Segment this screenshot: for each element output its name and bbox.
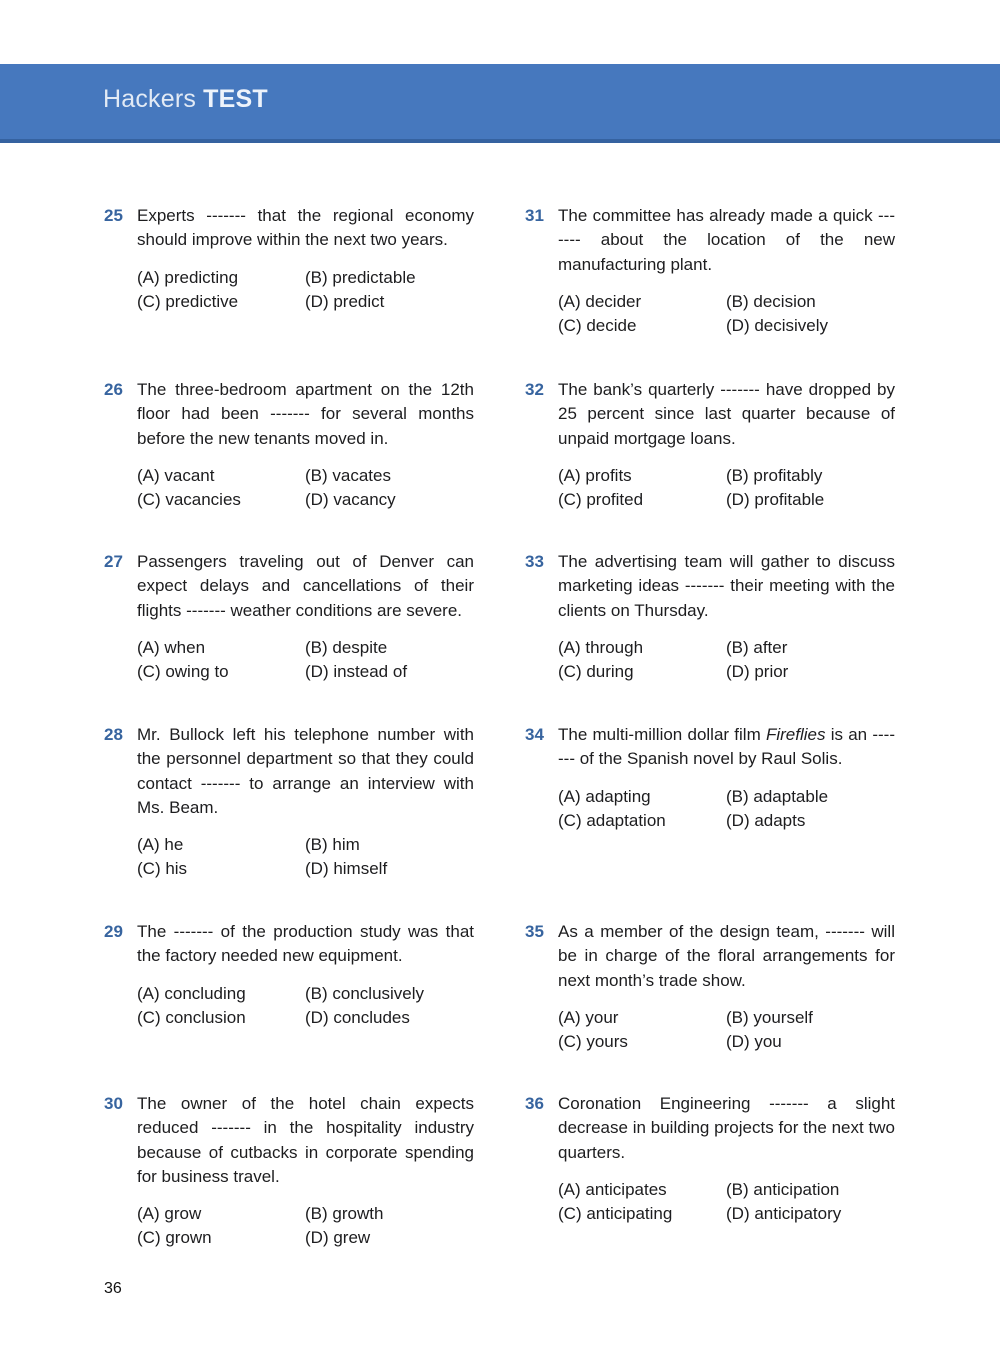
question-block (525, 204, 897, 338)
answer-option-d: (D) predict (305, 291, 385, 311)
question-block (104, 550, 476, 684)
question-block (104, 920, 476, 1030)
answer-options (558, 1178, 895, 1227)
answer-option-d: (D) decisively (726, 316, 829, 336)
answer-options (137, 1202, 474, 1251)
answer-option-d: (D) anticipatory (726, 1204, 842, 1224)
answer-option-a: (A) he (137, 835, 184, 855)
question-stem: The advertising team will gather to discuss marketing ideas ------- their meeting with the clients on Thursday. (558, 552, 895, 620)
answer-options (137, 464, 474, 513)
question-stem: The multi-million dollar film Fireflies is an ------- of the Spanish novel by Raul Solis. (558, 725, 896, 769)
header-brand-text: Hackers (103, 85, 197, 113)
answer-options (558, 1006, 895, 1055)
answer-option-a: (A) predicting (137, 267, 239, 287)
answer-options (137, 833, 474, 882)
header-section-text: TEST (203, 85, 268, 113)
answer-option-c: (C) decide (558, 316, 637, 336)
answer-options (558, 464, 895, 513)
answer-option-b: (B) despite (305, 637, 388, 657)
answer-options (558, 636, 895, 685)
questions-column-right (525, 0, 897, 1369)
answer-options (137, 636, 474, 685)
answer-option-a: (A) through (558, 637, 644, 657)
question-stem: The bank’s quarterly ------- have dropped by 25 percent since last quarter because of unpaid mortgage loans. (558, 380, 895, 448)
answer-option-c: (C) profited (558, 490, 644, 510)
answer-option-c: (C) yours (558, 1032, 628, 1052)
answer-option-d: (D) prior (726, 662, 789, 682)
question-number: 35 (525, 922, 544, 941)
answer-option-d: (D) himself (305, 859, 388, 879)
answer-option-c: (C) his (137, 859, 188, 879)
question-body (558, 920, 895, 1054)
question-block (104, 378, 476, 512)
answer-option-a: (A) your (558, 1007, 619, 1027)
question-block (104, 1092, 476, 1251)
question-body (558, 723, 895, 833)
answer-option-b: (B) conclusively (305, 983, 425, 1003)
question-block (525, 1092, 897, 1226)
answer-option-a: (A) concluding (137, 983, 246, 1003)
answer-option-b: (B) adaptable (726, 786, 829, 806)
answer-option-d: (D) adapts (726, 810, 806, 830)
question-body (558, 378, 895, 512)
question-block (525, 550, 897, 684)
question-number: 34 (525, 725, 544, 744)
question-number: 31 (525, 206, 544, 225)
question-stem: The three-bedroom apartment on the 12th floor had been ------- for several months before the new tenants moved in. (137, 380, 474, 448)
question-stem: As a member of the design team, ------- will be in charge of the floral arrangements for next month’s trade show. (558, 922, 895, 990)
answer-option-c: (C) vacancies (137, 490, 241, 510)
answer-option-b: (B) vacates (305, 465, 391, 485)
question-block (525, 920, 897, 1054)
answer-option-b: (B) profitably (726, 465, 823, 485)
question-number: 28 (104, 725, 123, 744)
answer-option-b: (B) growth (305, 1204, 384, 1224)
answer-option-b: (B) anticipation (726, 1179, 840, 1199)
question-body (558, 204, 895, 338)
answer-options (137, 266, 474, 315)
answer-option-a: (A) grow (137, 1204, 202, 1224)
answer-option-b: (B) decision (726, 291, 816, 311)
question-block (525, 378, 897, 512)
answer-options (137, 982, 474, 1031)
answer-options (558, 785, 895, 834)
answer-option-a: (A) profits (558, 465, 632, 485)
question-number: 36 (525, 1094, 544, 1113)
question-stem: Coronation Engineering ------- a slight decrease in building projects for the next two quarters. (558, 1094, 895, 1162)
question-number: 29 (104, 922, 123, 941)
answer-option-c: (C) grown (137, 1228, 212, 1248)
question-stem: Mr. Bullock left his telephone number with the personnel department so that they could contact ------- to arrange an interview with Ms. Beam. (137, 725, 474, 817)
answer-option-d: (D) instead of (305, 662, 408, 682)
question-stem: The ------- of the production study was that the factory needed new equipment. (137, 922, 474, 966)
answer-option-c: (C) owing to (137, 662, 229, 682)
question-stem: Passengers traveling out of Denver can expect delays and cancellations of their flights ------- weather conditions are severe. (137, 552, 474, 620)
question-body (137, 204, 474, 314)
question-stem: The owner of the hotel chain expects reduced ------- in the hospitality industry because of cutbacks in corporate spending for business travel. (137, 1094, 474, 1186)
answer-option-a: (A) decider (558, 291, 642, 311)
question-number: 30 (104, 1094, 123, 1113)
answer-option-c: (C) conclusion (137, 1007, 246, 1027)
question-body (137, 550, 474, 684)
question-stem: The committee has already made a quick ------- about the location of the new manufacturing plant. (558, 206, 895, 274)
answer-option-a: (A) when (137, 637, 206, 657)
question-block (104, 723, 476, 882)
question-body (137, 378, 474, 512)
question-body (137, 1092, 474, 1251)
question-stem: Experts ------- that the regional economy should improve within the next two years. (137, 206, 474, 250)
question-number: 33 (525, 552, 544, 571)
question-body (137, 723, 474, 882)
question-block (104, 204, 476, 314)
answer-option-c: (C) during (558, 662, 634, 682)
answer-option-d: (D) you (726, 1032, 782, 1052)
answer-option-d: (D) grew (305, 1228, 371, 1248)
answer-option-d: (D) profitable (726, 490, 825, 510)
answer-option-c: (C) predictive (137, 291, 239, 311)
answer-option-a: (A) vacant (137, 465, 215, 485)
question-number: 27 (104, 552, 123, 571)
question-block (525, 723, 897, 833)
answer-option-c: (C) anticipating (558, 1204, 673, 1224)
question-number: 32 (525, 380, 544, 399)
answer-option-d: (D) vacancy (305, 490, 396, 510)
question-body (558, 1092, 895, 1226)
question-body (558, 550, 895, 684)
answer-option-a: (A) adapting (558, 786, 651, 806)
question-body (137, 920, 474, 1030)
answer-option-d: (D) concludes (305, 1007, 410, 1027)
question-number: 26 (104, 380, 123, 399)
answer-option-c: (C) adaptation (558, 810, 666, 830)
answer-option-a: (A) anticipates (558, 1179, 667, 1199)
answer-option-b: (B) him (305, 835, 360, 855)
question-number: 25 (104, 206, 123, 225)
answer-options (558, 290, 895, 339)
questions-column-left (104, 0, 476, 1369)
page-number: 36 (104, 1280, 122, 1297)
answer-option-b: (B) predictable (305, 267, 416, 287)
answer-option-b: (B) yourself (726, 1007, 813, 1027)
answer-option-b: (B) after (726, 637, 788, 657)
